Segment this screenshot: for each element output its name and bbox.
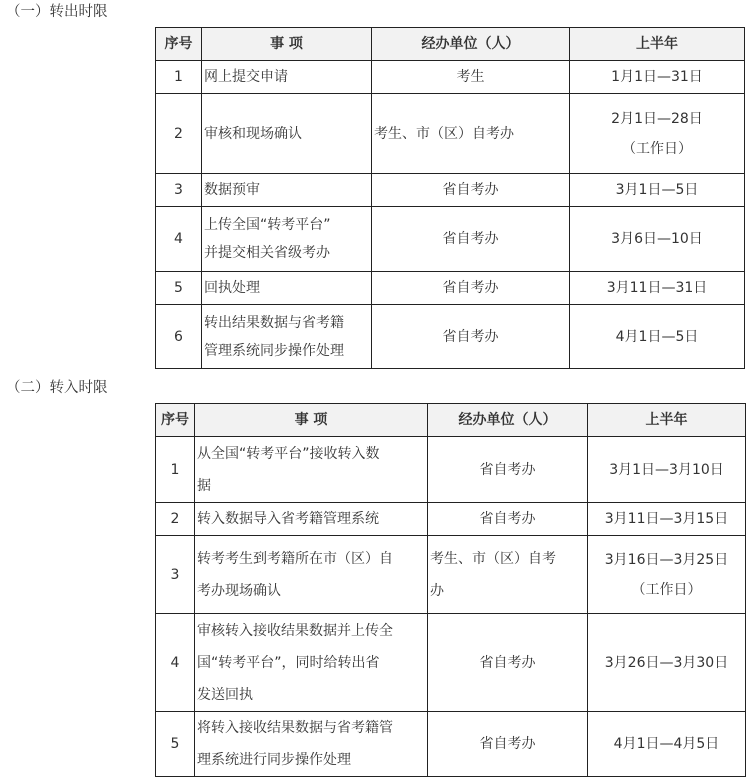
table-row	[156, 503, 746, 536]
row-item: 上传全国“转考平台”	[204, 217, 331, 233]
row-time: 3月11日—31日	[570, 272, 745, 305]
row-time: 3月11日—3月15日	[588, 503, 746, 536]
row-time: 3月1日—5日	[570, 174, 745, 207]
header-unit: 经办单位（人）	[372, 28, 570, 61]
section-heading-transfer-out: （一）转出时限	[6, 4, 108, 20]
row-item-line2: 国“转考平台”，同时给转出省	[197, 654, 380, 671]
row-no: 6	[156, 305, 202, 369]
row-no: 3	[156, 536, 195, 614]
header-unit: 经办单位（人）	[428, 404, 588, 437]
row-item: 审核转入接收结果数据并上传全	[197, 622, 393, 639]
row-time: 2月1日—28日	[611, 110, 703, 127]
table-row	[156, 536, 746, 614]
row-item: 转入数据导入省考籍管理系统	[195, 503, 428, 536]
row-no: 1	[156, 61, 202, 94]
row-unit: 省自考办	[428, 614, 588, 712]
row-no: 4	[156, 207, 202, 272]
row-item-line2: 考办现场确认	[197, 582, 281, 599]
row-item-cell	[195, 437, 428, 503]
row-unit: 省自考办	[428, 437, 588, 503]
row-time-note: （工作日）	[631, 581, 702, 598]
row-time: 4月1日—5日	[570, 305, 745, 369]
transfer-in-table	[155, 403, 746, 777]
row-item-line2: 理系统进行同步操作处理	[197, 752, 351, 768]
row-item: 将转入接收结果数据与省考籍管	[197, 720, 393, 736]
row-time: 3月6日—10日	[570, 207, 745, 272]
row-item: 网上提交申请	[202, 61, 372, 94]
row-unit: 省自考办	[428, 503, 588, 536]
table-row	[156, 94, 745, 174]
table-row	[156, 207, 745, 272]
row-unit: 省自考办	[372, 272, 570, 305]
transfer-out-table	[155, 27, 745, 369]
header-time: 上半年	[588, 404, 746, 437]
row-item-cell	[195, 536, 428, 614]
header-time: 上半年	[570, 28, 745, 61]
row-item-cell	[202, 305, 372, 369]
row-item-cell	[195, 614, 428, 712]
table-row	[156, 437, 746, 503]
row-item-line2: 管理系统同步操作处理	[204, 342, 344, 359]
row-item-line3: 发送回执	[197, 686, 253, 703]
table-header-row	[156, 28, 745, 61]
row-unit: 省自考办	[428, 712, 588, 777]
row-time-cell	[570, 94, 745, 174]
header-item: 事 项	[195, 404, 428, 437]
row-no: 4	[156, 614, 195, 712]
table-row	[156, 174, 745, 207]
row-no: 5	[156, 712, 195, 777]
row-item-line2: 据	[197, 477, 211, 494]
row-time: 3月16日—3月25日	[604, 551, 729, 568]
row-no: 2	[156, 94, 202, 174]
header-no: 序号	[156, 404, 195, 437]
row-item: 回执处理	[202, 272, 372, 305]
table-row	[156, 61, 745, 94]
row-item: 审核和现场确认	[202, 94, 372, 174]
row-item: 从全国“转考平台”接收转入数	[197, 445, 380, 462]
table-row	[156, 712, 746, 777]
row-time: 1月1日—31日	[570, 61, 745, 94]
row-no: 2	[156, 503, 195, 536]
row-unit: 省自考办	[372, 305, 570, 369]
row-time-note: （工作日）	[622, 140, 692, 157]
row-item-cell	[195, 712, 428, 777]
row-time: 3月1日—3月10日	[588, 437, 746, 503]
row-unit: 省自考办	[372, 174, 570, 207]
row-unit-line2: 办	[430, 582, 444, 599]
row-time: 3月26日—3月30日	[588, 614, 746, 712]
header-item: 事 项	[202, 28, 372, 61]
table-row	[156, 614, 746, 712]
table-header-row	[156, 404, 746, 437]
row-unit-cell	[428, 536, 588, 614]
table-row	[156, 272, 745, 305]
row-item-cell	[202, 207, 372, 272]
row-time: 4月1日—4月5日	[588, 712, 746, 777]
row-item: 数据预审	[202, 174, 372, 207]
row-no: 3	[156, 174, 202, 207]
section-heading-transfer-in: （二）转入时限	[6, 380, 108, 396]
row-item-line2: 并提交相关省级考办	[204, 245, 330, 261]
row-unit: 考生、市（区）自考办	[372, 94, 570, 174]
row-time-cell	[588, 536, 746, 614]
table-row	[156, 305, 745, 369]
row-no: 1	[156, 437, 195, 503]
header-no: 序号	[156, 28, 202, 61]
row-no: 5	[156, 272, 202, 305]
row-item: 转出结果数据与省考籍	[204, 314, 344, 331]
row-item: 转考考生到考籍所在市（区）自	[197, 550, 393, 567]
row-unit: 省自考办	[372, 207, 570, 272]
row-unit: 考生、市（区）自考	[430, 550, 556, 567]
row-unit: 考生	[372, 61, 570, 94]
